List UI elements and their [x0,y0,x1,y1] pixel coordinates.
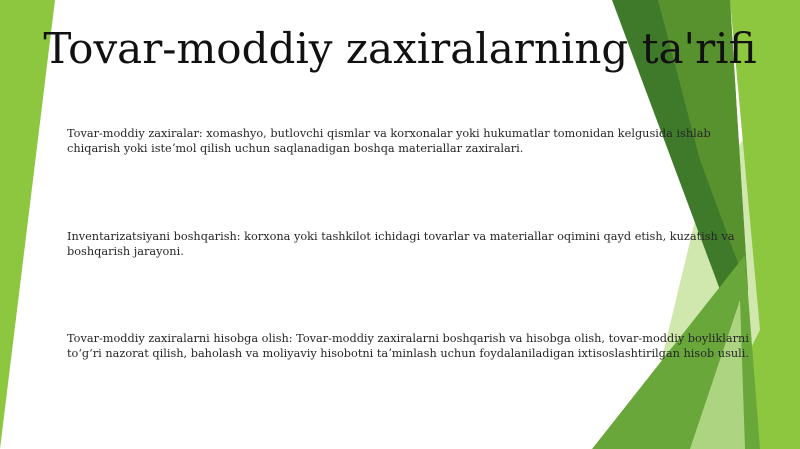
slide-title: Tovar-moddiy zaxiralarning ta'rifi [43,24,757,73]
definition-paragraph-inventories: Tovar-moddiy zaxiralar: xomashyo, butlovchi qismlar va korxonalar yoki hukumatlar tomonidan kelgusida ishlab chiqarish yoki isteʼmol qilish uchun saqlanadigan boshqa materiallar zaxiralari. [67,127,711,155]
definition-paragraph-inventory-accounting: Tovar-moddiy zaxiralarni hisobga olish: Tovar-moddiy zaxiralarni boshqarish va hisobga olish, tovar-moddiy boyliklarni toʻgʻri nazorat qilish, baholash va moliyaviy hisobotni taʼminlash uchun foydalaniladigan ixtisoslashtirilgan hisob usuli. [67,332,749,360]
definition-paragraph-inventory-management: Inventarizatsiyani boshqarish: korxona yoki tashkilot ichidagi tovarlar va materiallar oqimini qayd etish, kuzatish va boshqarish jarayoni. [67,230,735,258]
